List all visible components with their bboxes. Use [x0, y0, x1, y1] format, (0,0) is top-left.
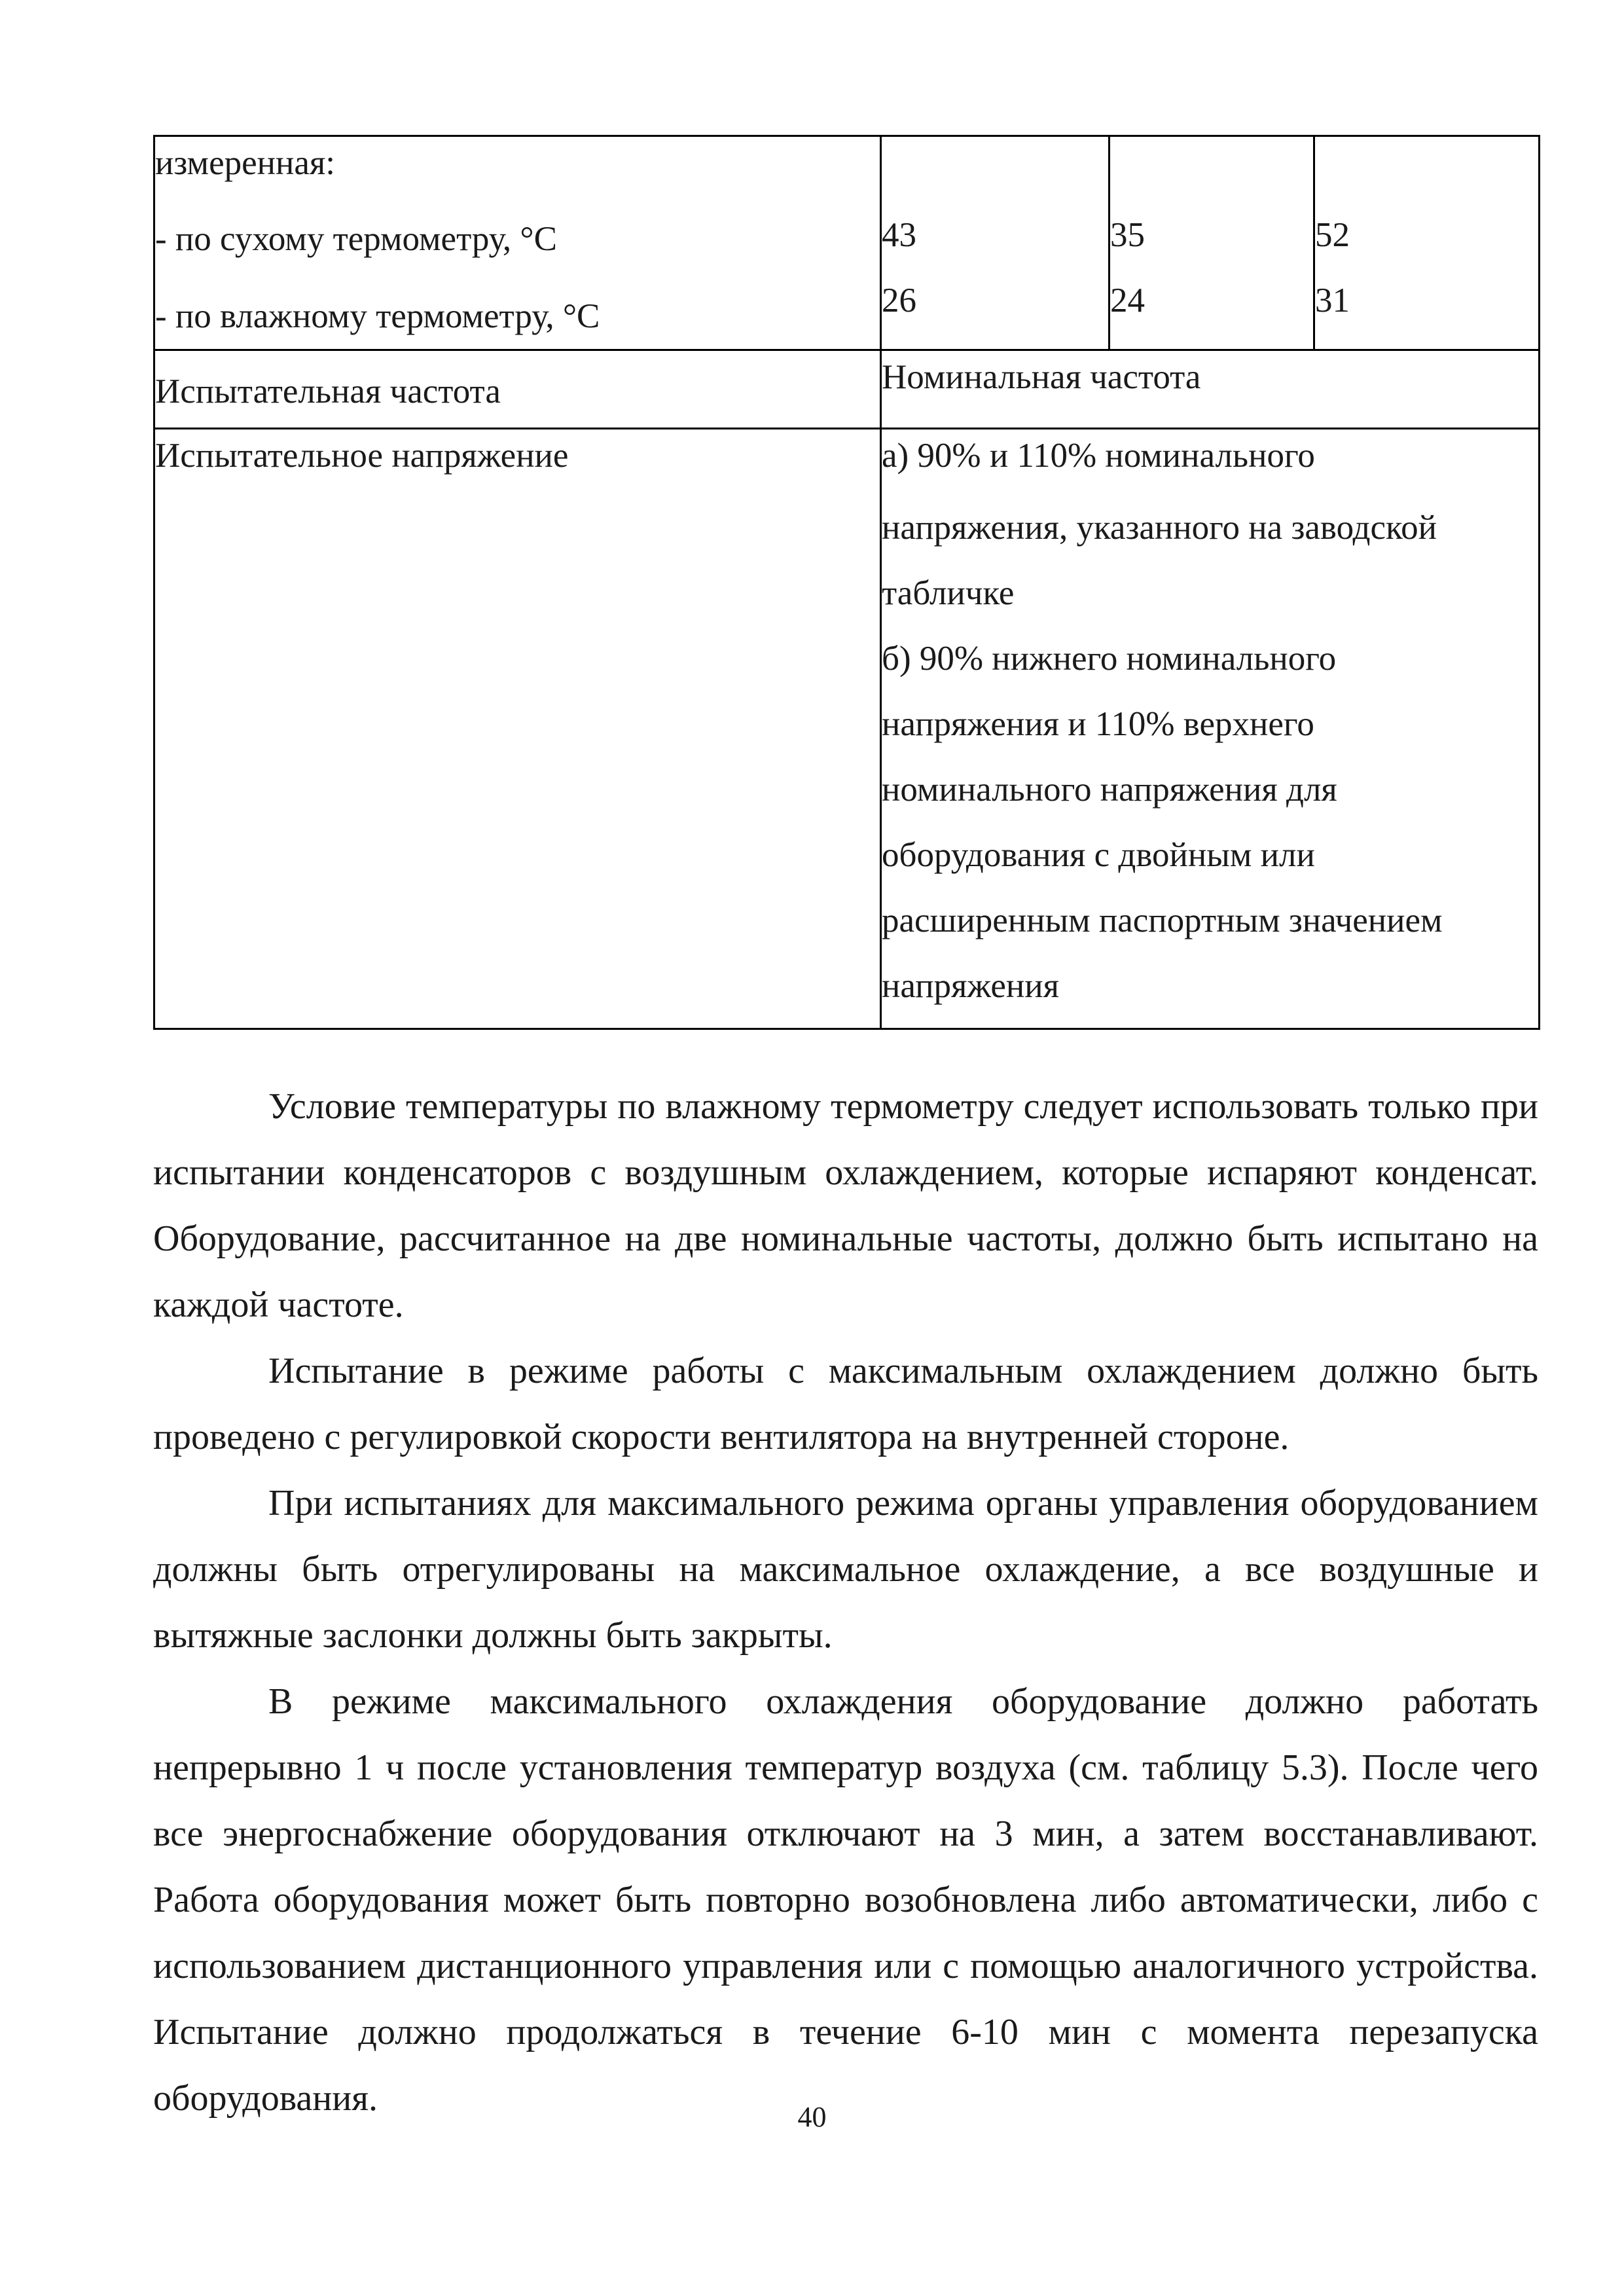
table-row-test-voltage: [154, 429, 1540, 1029]
voltage-line: напряжения и 110% верхнего: [882, 705, 1314, 743]
voltage-line: номинального напряжения для: [882, 771, 1337, 809]
wet-bulb-value-2: 24: [1110, 282, 1145, 319]
paragraph-continuous-operation: В режиме максимального охлаждения оборудование должно работать непрерывно 1 ч после установления температур воздуха (см. таблицу 5.3). После чего все энергоснабжение оборудования отключают на 3 мин, а затем восстанавливают. Работа оборудования может быть повторно возобновлена либо автоматически, либо с использованием дистанционного управления или с помощью аналогичного устройства. Испытание должно продолжаться в течение 6-10 мин с момента перезапуска оборудования.: [153, 1681, 1538, 2119]
voltage-line: расширенным паспортным значением: [882, 902, 1443, 939]
table-row-measured-temperature: [154, 136, 1540, 350]
test-voltage-label: Испытательное напряжение: [154, 429, 881, 1029]
dry-bulb-value-2: 35: [1110, 216, 1145, 254]
test-voltage-value: [881, 429, 1540, 1029]
paragraph-max-cooling-fan: Испытание в режиме работы с максимальным охлаждением должно быть проведено с регулировкой скорости вентилятора на внутренней стороне.: [153, 1351, 1538, 1457]
wet-bulb-value-3: 31: [1315, 282, 1350, 319]
voltage-line: оборудования с двойным или: [882, 836, 1315, 874]
measured-label: измеренная:: [155, 144, 335, 182]
dry-bulb-value-1: 43: [882, 216, 916, 254]
measured-temperature-label-cell: [154, 136, 881, 350]
wet-bulb-value-1: 26: [882, 282, 916, 319]
paragraph-wet-bulb-condition: Условие температуры по влажному термометру следует использовать только при испытании конденсаторов с воздушным охлаждением, которые испаряют конденсат. Оборудование, рассчитанное на две номинальные частоты, должно быть испытано на каждой частоте.: [153, 1086, 1538, 1325]
test-frequency-value: Номинальная частота: [881, 350, 1540, 429]
voltage-line: табличке: [882, 574, 1015, 612]
wet-bulb-label: - по влажному термометру, °C: [155, 297, 600, 335]
values-col-2: [1110, 136, 1314, 350]
values-col-3: [1314, 136, 1540, 350]
voltage-line: а) 90% и 110% номинального: [882, 437, 1315, 475]
page-number: 40: [797, 2101, 827, 2133]
table-row-test-frequency: [154, 350, 1540, 429]
values-col-1: [881, 136, 1110, 350]
voltage-line: напряжения: [882, 967, 1059, 1005]
test-conditions-table: [153, 135, 1540, 1030]
voltage-line: напряжения, указанного на заводской: [882, 509, 1437, 547]
test-frequency-label: Испытательная частота: [154, 350, 881, 429]
paragraph-controls-adjustment: При испытаниях для максимального режима органы управления оборудованием должны быть отрегулированы на максимальное охлаждение, а все воздушные и вытяжные заслонки должны быть закрыты.: [153, 1483, 1538, 1656]
voltage-line: б) 90% нижнего номинального: [882, 640, 1337, 678]
dry-bulb-label: - по сухому термометру, °C: [155, 220, 557, 258]
dry-bulb-value-3: 52: [1315, 216, 1350, 254]
